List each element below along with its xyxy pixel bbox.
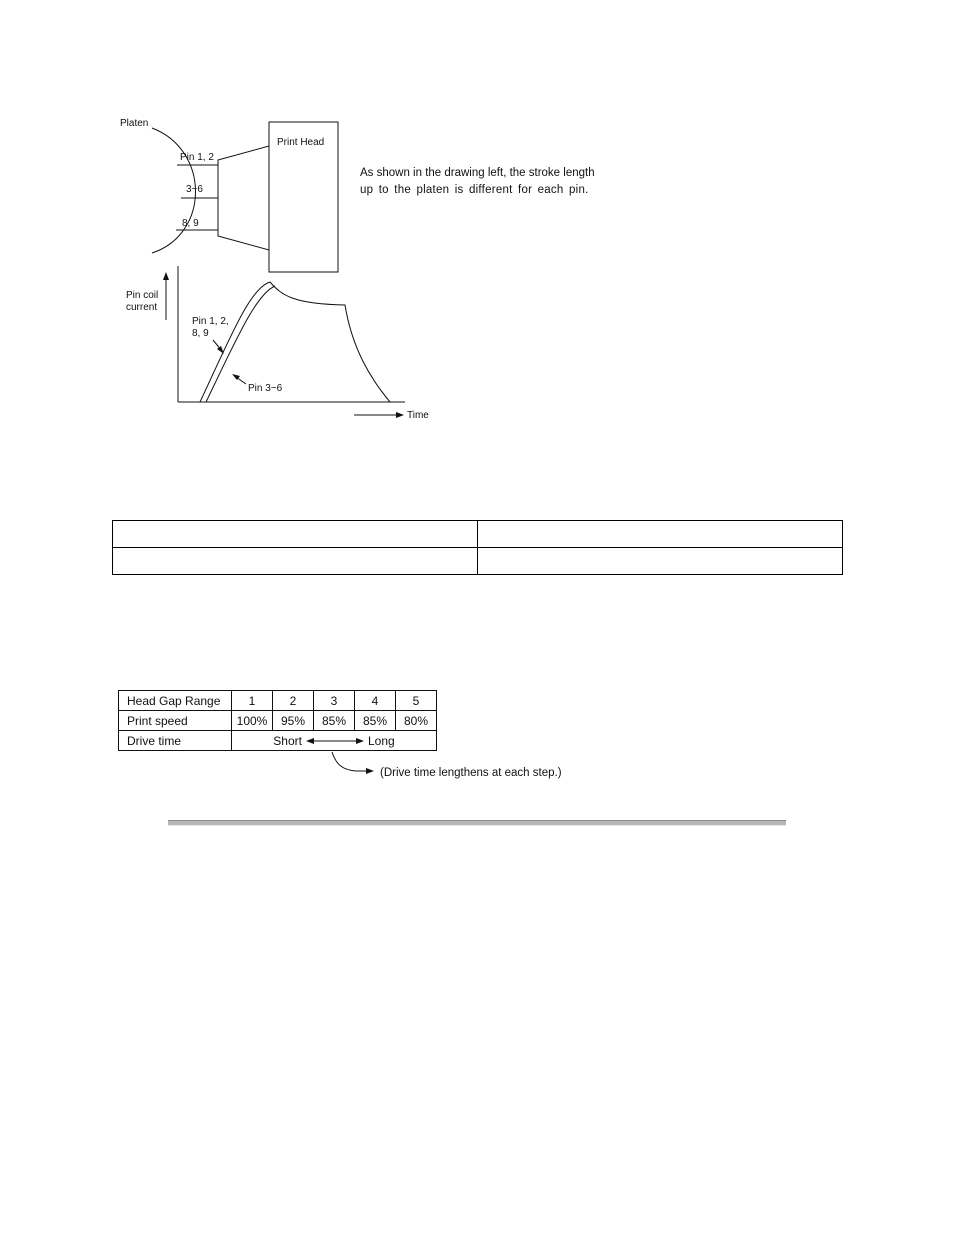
range-cell: 1 xyxy=(232,691,273,711)
range-cell: 5 xyxy=(396,691,437,711)
double-arrow-icon xyxy=(306,737,364,745)
drive-time-cell xyxy=(232,731,437,751)
horizontal-divider xyxy=(168,820,786,826)
head-gap-table xyxy=(118,690,437,751)
head-gap-range-label: Head Gap Range xyxy=(119,691,232,711)
print-head-label: Print Head xyxy=(277,137,325,148)
table-cell xyxy=(478,521,843,548)
table-cell xyxy=(478,548,843,575)
empty-table xyxy=(112,520,843,575)
y-axis-label-line2: current xyxy=(126,302,158,313)
curve-a-pointer-head xyxy=(217,346,224,354)
speed-cell: 85% xyxy=(314,711,355,731)
speed-cell: 80% xyxy=(396,711,437,731)
y-axis-arrow-head xyxy=(163,272,169,280)
head-nose xyxy=(218,146,269,250)
drive-long-label: Long xyxy=(367,733,395,748)
description-line-1: As shown in the drawing left, the stroke length xyxy=(360,167,595,179)
range-cell: 2 xyxy=(273,691,314,711)
table-cell xyxy=(113,521,478,548)
table-cell xyxy=(113,548,478,575)
stroke-description xyxy=(360,165,600,199)
drive-short-label: Short xyxy=(273,733,302,748)
pin-label-8-9: 8, 9 xyxy=(182,218,199,229)
speed-cell: 85% xyxy=(355,711,396,731)
print-head-diagram xyxy=(100,108,620,430)
speed-cell: 95% xyxy=(273,711,314,731)
table-row xyxy=(113,548,843,575)
curve-b-label: Pin 3~6 xyxy=(248,383,283,394)
speed-cell: 100% xyxy=(232,711,273,731)
table-row xyxy=(119,691,437,711)
drive-time-label: Drive time xyxy=(119,731,232,751)
print-speed-label: Print speed xyxy=(119,711,232,731)
decay-curve xyxy=(270,282,390,402)
pin-label-1-2: Pin 1, 2 xyxy=(180,152,214,163)
table-row xyxy=(119,731,437,751)
table-row xyxy=(113,521,843,548)
x-axis-label: Time xyxy=(407,410,429,421)
pin-label-3-6: 3~6 xyxy=(186,184,203,195)
description-line-2: up to the platen is different for each pin. xyxy=(360,184,589,196)
drive-time-note: (Drive time lengthens at each step.) xyxy=(380,767,562,779)
platen-label: Platen xyxy=(120,118,149,129)
curve-a-label-line2: 8, 9 xyxy=(192,328,209,339)
y-axis-label-line1: Pin coil xyxy=(126,290,159,301)
time-arrow-head xyxy=(396,412,404,418)
range-cell: 4 xyxy=(355,691,396,711)
curve-a-label-line1: Pin 1, 2, xyxy=(192,316,229,327)
table-row xyxy=(119,711,437,731)
range-cell: 3 xyxy=(314,691,355,711)
